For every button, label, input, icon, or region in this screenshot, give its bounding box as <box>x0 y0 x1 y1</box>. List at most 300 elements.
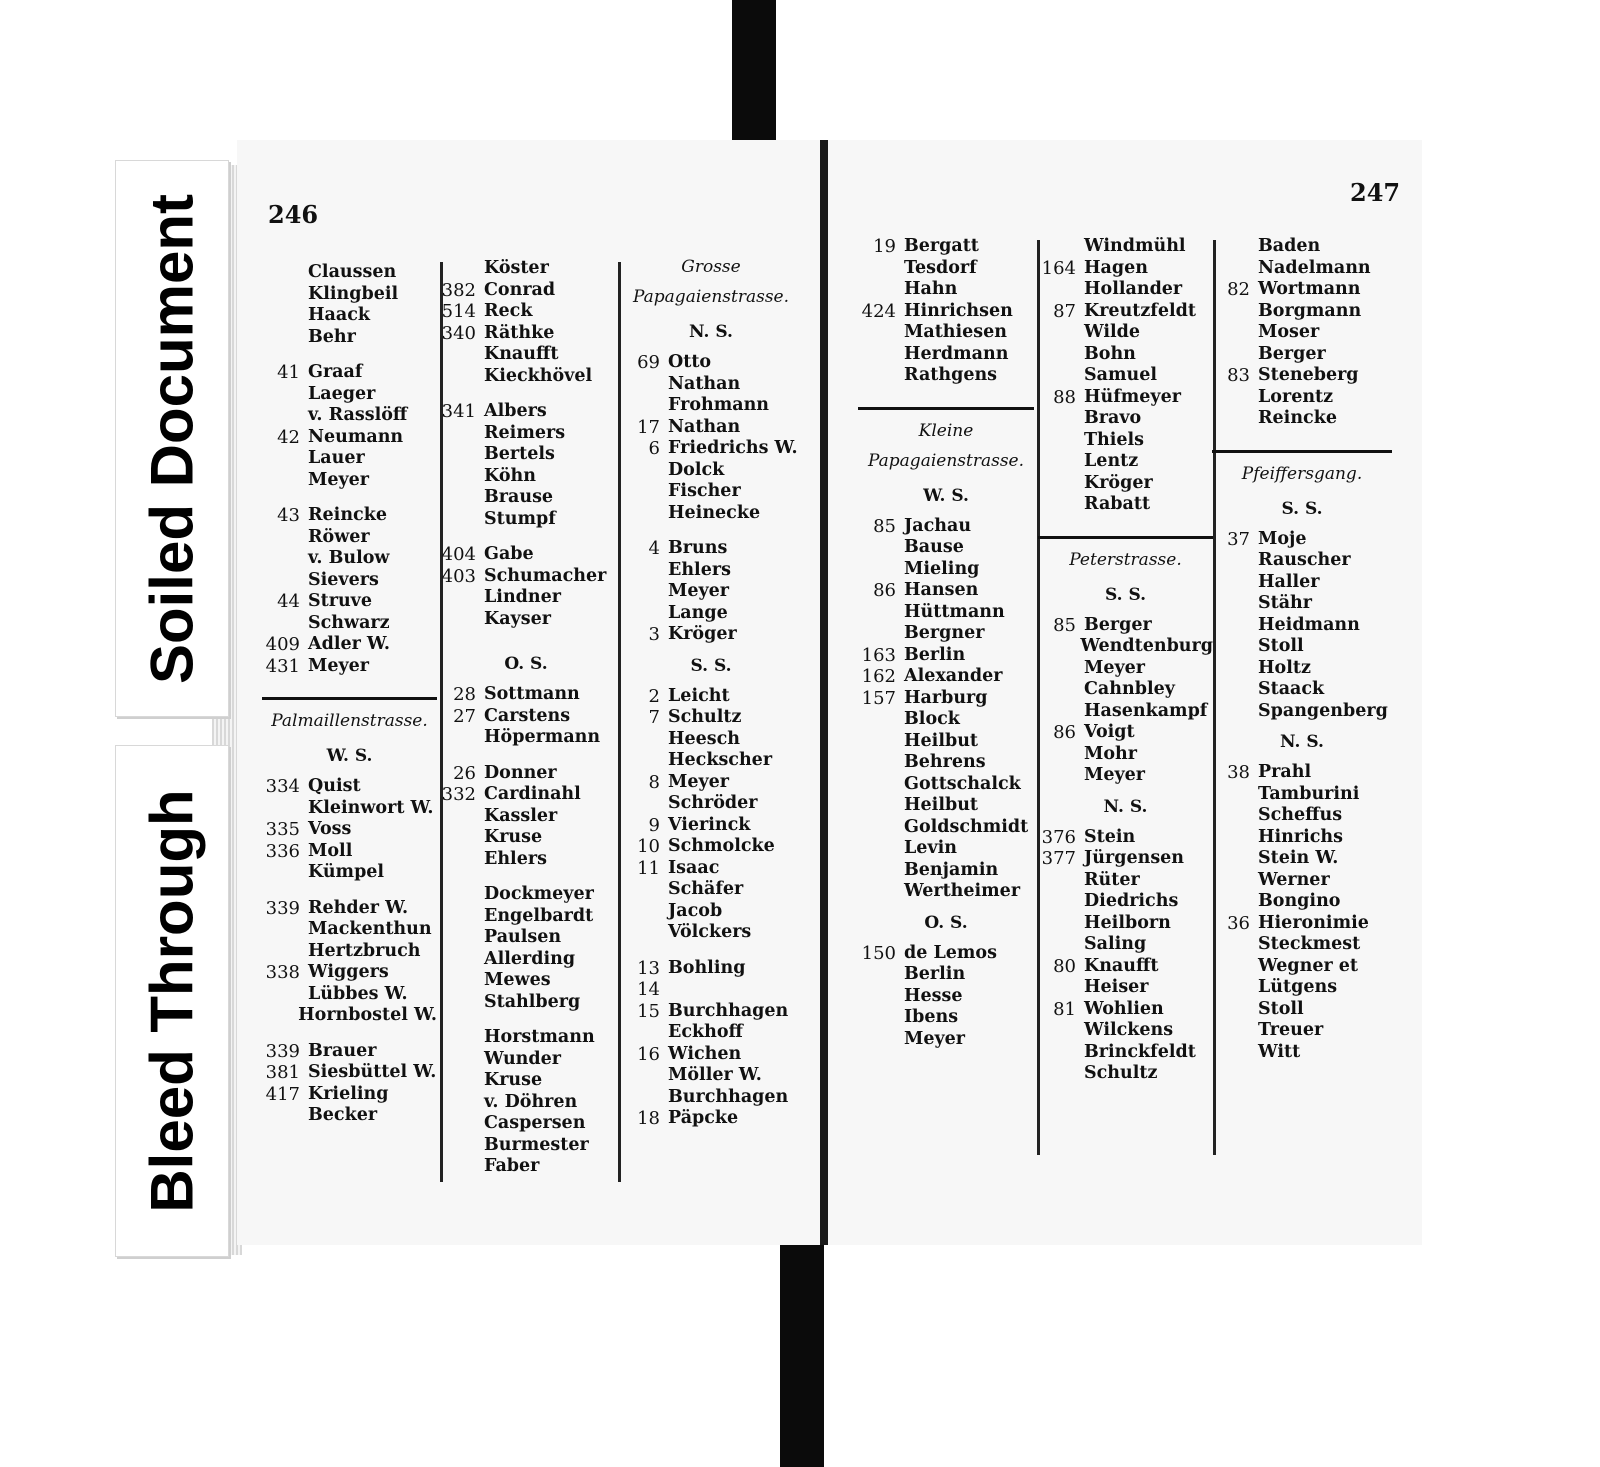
house-number: 424 <box>861 300 896 322</box>
house-number <box>622 503 668 525</box>
house-number: 431 <box>265 655 300 677</box>
street-side-heading: S. S. <box>1104 584 1147 605</box>
entry-gap <box>622 524 800 538</box>
resident-name: Neumann <box>308 426 404 447</box>
resident-name: Röwer <box>308 526 370 547</box>
house-number <box>262 305 308 327</box>
resident-entry <box>262 548 437 570</box>
house-number: 88 <box>1053 386 1076 408</box>
resident-name: Schultz <box>668 707 742 727</box>
resident-entry <box>1212 913 1392 935</box>
resident-name: Gottschalck <box>904 773 1021 794</box>
resident-entry <box>858 666 1034 688</box>
house-number <box>1212 408 1258 430</box>
house-number: 28 <box>453 684 476 705</box>
street-side-heading: S. S. <box>1281 498 1323 519</box>
resident-entry <box>1038 387 1213 409</box>
resident-entry <box>858 752 1034 774</box>
page-number-left: 246 <box>268 200 319 229</box>
house-number <box>438 927 484 949</box>
resident-entry <box>1038 473 1213 495</box>
house-number <box>438 1049 484 1071</box>
resident-name: Kayser <box>484 608 551 629</box>
house-number <box>1212 322 1258 344</box>
house-number <box>438 509 484 531</box>
directory-column-1 <box>262 262 437 1127</box>
resident-name: Moje <box>1258 528 1307 549</box>
resident-name: Borgmann <box>1258 300 1362 321</box>
resident-name: Mohr <box>1084 743 1137 764</box>
resident-name: Stähr <box>1258 593 1313 613</box>
resident-entry <box>622 560 800 582</box>
house-number: 19 <box>873 236 896 257</box>
resident-name: Rathgens <box>904 365 998 385</box>
resident-name: Mathiesen <box>904 322 1008 342</box>
house-number <box>438 906 484 928</box>
section-rule <box>1212 450 1392 453</box>
house-number <box>1212 572 1258 594</box>
house-number <box>438 1135 484 1157</box>
resident-entry <box>262 962 437 984</box>
house-number <box>858 344 904 366</box>
house-number <box>438 827 484 849</box>
resident-name: Hüfmeyer <box>1084 386 1181 407</box>
house-number <box>622 750 668 772</box>
resident-name: Heinecke <box>668 502 761 523</box>
house-number: 4 <box>648 538 660 559</box>
resident-name: Paulsen <box>484 927 562 947</box>
house-number <box>1038 870 1084 892</box>
resident-entry <box>1038 744 1213 766</box>
house-number <box>1038 279 1084 301</box>
resident-entry <box>438 992 614 1014</box>
resident-name: Adler W. <box>308 634 390 654</box>
house-number <box>262 384 308 406</box>
resident-entry <box>438 444 614 466</box>
street-heading: Grosse <box>681 257 741 277</box>
resident-entry <box>1038 956 1213 978</box>
resident-entry <box>1038 722 1213 744</box>
resident-name: Stein <box>1084 826 1136 847</box>
resident-name: Jürgensen <box>1084 848 1185 868</box>
house-number: 339 <box>265 1040 300 1062</box>
resident-name: Hahn <box>904 279 958 299</box>
resident-name: Cahnbley <box>1084 679 1175 699</box>
resident-entry <box>622 1001 800 1023</box>
resident-name: Claussen <box>308 262 397 282</box>
resident-entry <box>622 958 800 980</box>
resident-name: Heilbut <box>904 730 979 751</box>
house-number <box>1038 1020 1084 1042</box>
resident-name: Harburg <box>904 687 988 708</box>
resident-name: Werner <box>1258 869 1330 890</box>
resident-name: Voigt <box>1084 722 1135 742</box>
house-number <box>622 879 668 901</box>
resident-entry <box>438 806 614 828</box>
resident-entry <box>262 284 437 306</box>
house-number: 17 <box>637 416 660 438</box>
house-number <box>262 527 308 549</box>
resident-name: Lange <box>668 602 728 623</box>
house-number <box>438 1027 484 1049</box>
resident-name: Becker <box>308 1105 378 1125</box>
resident-entry <box>438 1135 614 1157</box>
resident-name: Köhn <box>484 465 536 486</box>
resident-entry <box>1038 365 1213 387</box>
resident-entry <box>622 901 800 923</box>
resident-entry <box>1212 934 1392 956</box>
street-side-heading: O. S. <box>504 654 548 674</box>
resident-name: Behr <box>308 326 356 347</box>
house-number <box>1212 701 1258 723</box>
resident-entry <box>622 686 800 708</box>
resident-entry <box>622 922 800 944</box>
house-number <box>1212 344 1258 366</box>
resident-entry <box>858 881 1034 903</box>
resident-name: Kruse <box>484 1070 543 1090</box>
house-number <box>622 374 668 396</box>
resident-entry <box>262 427 437 449</box>
resident-entry <box>438 423 614 445</box>
house-number <box>1212 1042 1258 1064</box>
resident-entry <box>262 776 437 798</box>
resident-entry <box>858 516 1034 538</box>
resident-name: Vierinck <box>668 814 751 835</box>
resident-name: Behrens <box>904 752 986 772</box>
resident-name: Meyer <box>668 581 730 601</box>
resident-entry <box>438 970 614 992</box>
house-number <box>622 395 668 417</box>
resident-entry <box>622 1065 800 1087</box>
entry-gap <box>438 530 614 544</box>
resident-name: Brinckfeldt <box>1084 1041 1196 1062</box>
resident-name: Caspersen <box>484 1113 586 1133</box>
resident-entry <box>622 624 800 646</box>
house-number <box>1038 658 1084 680</box>
resident-entry <box>262 362 437 384</box>
entry-gap <box>438 387 614 401</box>
resident-entry <box>262 898 437 920</box>
house-number: 9 <box>648 814 660 836</box>
entry-gap <box>438 870 614 884</box>
house-number <box>262 570 308 592</box>
resident-name: Hansen <box>904 580 979 600</box>
column-divider <box>618 262 621 1182</box>
house-number <box>1038 494 1084 516</box>
house-number: 332 <box>441 784 476 805</box>
resident-name: Hornbostel W. <box>298 1005 437 1025</box>
resident-entry <box>438 1092 614 1114</box>
house-number <box>1212 848 1258 870</box>
resident-name: Thiels <box>1084 429 1145 450</box>
resident-entry <box>262 941 437 963</box>
house-number: 13 <box>637 957 660 979</box>
resident-name: Hasenkampf <box>1084 700 1208 721</box>
resident-name: Klingbeil <box>308 283 399 304</box>
house-number: 16 <box>637 1043 660 1065</box>
resident-entry <box>622 460 800 482</box>
resident-entry <box>858 537 1034 559</box>
directory-column-3 <box>622 252 800 1130</box>
house-number <box>858 774 904 796</box>
resident-entry <box>622 750 800 772</box>
resident-name: Ibens <box>904 1007 959 1027</box>
resident-entry <box>262 841 437 863</box>
resident-entry <box>858 559 1034 581</box>
resident-name: Räthke <box>484 322 555 343</box>
resident-entry <box>1212 550 1392 572</box>
resident-entry <box>438 401 614 423</box>
house-number <box>438 609 484 631</box>
resident-name: Hesse <box>904 985 963 1006</box>
resident-entry <box>858 860 1034 882</box>
resident-name: Kieckhövel <box>484 365 593 386</box>
house-number <box>438 992 484 1014</box>
resident-entry <box>438 323 614 345</box>
house-number <box>438 727 484 749</box>
resident-name: Lindner <box>484 587 561 607</box>
resident-name: Meyer <box>668 771 730 792</box>
resident-entry <box>1038 679 1213 701</box>
resident-name: v. Döhren <box>484 1091 578 1112</box>
house-number <box>622 560 668 582</box>
house-number <box>1038 636 1080 658</box>
resident-entry <box>1038 870 1213 892</box>
resident-entry <box>1212 387 1392 409</box>
house-number: 80 <box>1053 955 1076 977</box>
resident-name: Mewes <box>484 970 551 990</box>
resident-name: Hagen <box>1084 257 1148 278</box>
house-number: 335 <box>265 819 300 840</box>
house-number <box>622 1087 668 1109</box>
resident-entry <box>622 374 800 396</box>
resident-entry <box>622 503 800 525</box>
street-side-heading: O. S. <box>924 912 968 933</box>
house-number <box>262 548 308 570</box>
house-number <box>1038 891 1084 913</box>
resident-entry <box>1038 765 1213 787</box>
resident-name: Spangenberg <box>1258 700 1388 721</box>
resident-name: Wunder <box>484 1048 561 1069</box>
resident-name: Wiggers <box>308 962 389 982</box>
house-number <box>622 922 668 944</box>
resident-name: Dolck <box>668 459 725 480</box>
resident-name: Meyer <box>308 469 370 490</box>
resident-name: Lorentz <box>1258 386 1334 407</box>
resident-entry <box>1038 322 1213 344</box>
resident-name: Laeger <box>308 383 376 404</box>
house-number <box>858 860 904 882</box>
resident-entry <box>438 1156 614 1178</box>
resident-name: Graaf <box>308 362 363 382</box>
house-number <box>858 537 904 559</box>
house-number: 86 <box>873 580 896 601</box>
house-number: 377 <box>1041 848 1076 869</box>
house-number <box>1212 658 1258 680</box>
house-number <box>622 729 668 751</box>
resident-name: Stein W. <box>1258 848 1339 868</box>
house-number <box>1038 679 1084 701</box>
resident-name: Schumacher <box>484 565 607 586</box>
house-number <box>858 602 904 624</box>
house-number: 15 <box>637 1000 660 1022</box>
house-number: 8 <box>648 771 660 793</box>
house-number <box>438 970 484 992</box>
resident-name: Jacob <box>668 900 723 921</box>
resident-entry <box>1212 848 1392 870</box>
resident-entry <box>858 817 1034 839</box>
resident-name: Fischer <box>668 481 741 501</box>
house-number <box>438 444 484 466</box>
house-number: 86 <box>1053 722 1076 743</box>
directory-column-2 <box>438 258 614 1178</box>
resident-name: Heidmann <box>1258 614 1360 635</box>
street-heading: Papagaienstrasse. <box>867 450 1025 471</box>
house-number <box>262 262 308 284</box>
house-number <box>1212 615 1258 637</box>
resident-entry <box>438 487 614 509</box>
resident-entry <box>262 984 437 1006</box>
house-number: 10 <box>637 836 660 857</box>
resident-entry <box>1212 999 1392 1021</box>
resident-name: Knaufft <box>1084 955 1159 976</box>
resident-name: Hieronimie <box>1258 912 1369 933</box>
house-number <box>622 1065 668 1087</box>
house-number: 404 <box>441 544 476 565</box>
resident-entry <box>622 772 800 794</box>
house-number: 163 <box>861 644 896 666</box>
street-side-heading: N. S. <box>689 322 733 342</box>
resident-name: Witt <box>1258 1041 1301 1062</box>
resident-entry <box>438 784 614 806</box>
house-number: 36 <box>1227 912 1250 934</box>
resident-name: Ehlers <box>484 848 547 869</box>
resident-entry <box>438 1049 614 1071</box>
house-number: 382 <box>441 279 476 301</box>
house-number <box>622 603 668 625</box>
resident-name: Rüter <box>1084 869 1140 890</box>
house-number: 338 <box>265 962 300 983</box>
resident-name: Reimers <box>484 422 566 443</box>
street-side-heading: W. S. <box>923 485 969 506</box>
house-number: 87 <box>1053 300 1076 322</box>
entry-gap <box>622 944 800 958</box>
resident-name: Meyer <box>904 1028 966 1049</box>
resident-entry <box>262 448 437 470</box>
house-number: 417 <box>265 1083 300 1105</box>
street-heading: Pfeiffersgang. <box>1241 463 1363 484</box>
bleed-through-label <box>115 745 229 1257</box>
resident-name: Krieling <box>308 1083 389 1104</box>
resident-name: Isaac <box>668 857 720 878</box>
resident-name: Bohn <box>1084 343 1136 364</box>
resident-name: Staack <box>1258 679 1325 699</box>
house-number <box>1212 934 1258 956</box>
resident-name: Lütgens <box>1258 977 1338 997</box>
resident-name: Moser <box>1258 322 1320 342</box>
entry-gap <box>438 630 614 644</box>
resident-name: Schwarz <box>308 612 390 633</box>
house-number <box>438 949 484 971</box>
resident-name: Reck <box>484 301 533 321</box>
resident-entry <box>1212 762 1392 784</box>
resident-entry <box>262 505 437 527</box>
house-number <box>858 258 904 280</box>
resident-entry <box>1038 658 1213 680</box>
house-number <box>1038 934 1084 956</box>
resident-entry <box>622 395 800 417</box>
resident-name: Albers <box>484 401 547 421</box>
house-number <box>1038 913 1084 935</box>
resident-name: Heilbut <box>904 795 979 815</box>
house-number: 44 <box>277 591 300 612</box>
house-number <box>1212 1020 1258 1042</box>
resident-entry <box>858 709 1034 731</box>
resident-entry <box>262 405 437 427</box>
resident-name: Völckers <box>668 922 752 942</box>
resident-name: Haack <box>308 305 370 325</box>
resident-entry <box>1212 636 1392 658</box>
resident-name: Kröger <box>668 624 737 644</box>
resident-name: Voss <box>308 819 352 839</box>
house-number <box>438 366 484 388</box>
resident-name: Samuel <box>1084 365 1157 385</box>
resident-entry <box>622 815 800 837</box>
resident-entry <box>858 688 1034 710</box>
resident-entry <box>1212 279 1392 301</box>
resident-name: Bertels <box>484 444 555 464</box>
resident-entry <box>438 544 614 566</box>
section-rule <box>1038 536 1213 539</box>
resident-name: Lentz <box>1084 451 1139 471</box>
resident-name: Rauscher <box>1258 550 1351 570</box>
house-number <box>858 986 904 1008</box>
resident-name: Nathan <box>668 373 741 394</box>
resident-entry <box>858 365 1034 387</box>
resident-entry <box>622 836 800 858</box>
resident-entry <box>1212 679 1392 701</box>
resident-entry <box>1212 615 1392 637</box>
resident-entry <box>438 258 614 280</box>
resident-entry <box>262 470 437 492</box>
soiled-document-text: Soiled Document <box>138 193 206 684</box>
resident-name: Engelbardt <box>484 905 594 926</box>
house-number: 37 <box>1227 528 1250 550</box>
house-number <box>438 806 484 828</box>
resident-name: Päpcke <box>668 1108 739 1128</box>
resident-name: Ehlers <box>668 559 731 580</box>
house-number: 403 <box>441 565 476 587</box>
resident-name: Siesbüttel W. <box>308 1062 437 1082</box>
house-number <box>858 1029 904 1051</box>
resident-entry <box>1212 572 1392 594</box>
directory-column-5 <box>1038 236 1213 1085</box>
house-number <box>1212 550 1258 572</box>
resident-name: Donner <box>484 762 557 783</box>
house-number <box>1212 258 1258 280</box>
house-number <box>1038 408 1084 430</box>
resident-entry <box>1212 365 1392 387</box>
resident-entry <box>1212 956 1392 978</box>
resident-entry <box>1212 1020 1392 1042</box>
resident-name: Knaufft <box>484 344 559 364</box>
house-number <box>622 481 668 503</box>
resident-name: Wichen <box>668 1043 742 1064</box>
resident-entry <box>1038 1063 1213 1085</box>
resident-name: Hinrichs <box>1258 826 1344 847</box>
resident-entry <box>262 1041 437 1063</box>
resident-name: Heilborn <box>1084 912 1171 933</box>
